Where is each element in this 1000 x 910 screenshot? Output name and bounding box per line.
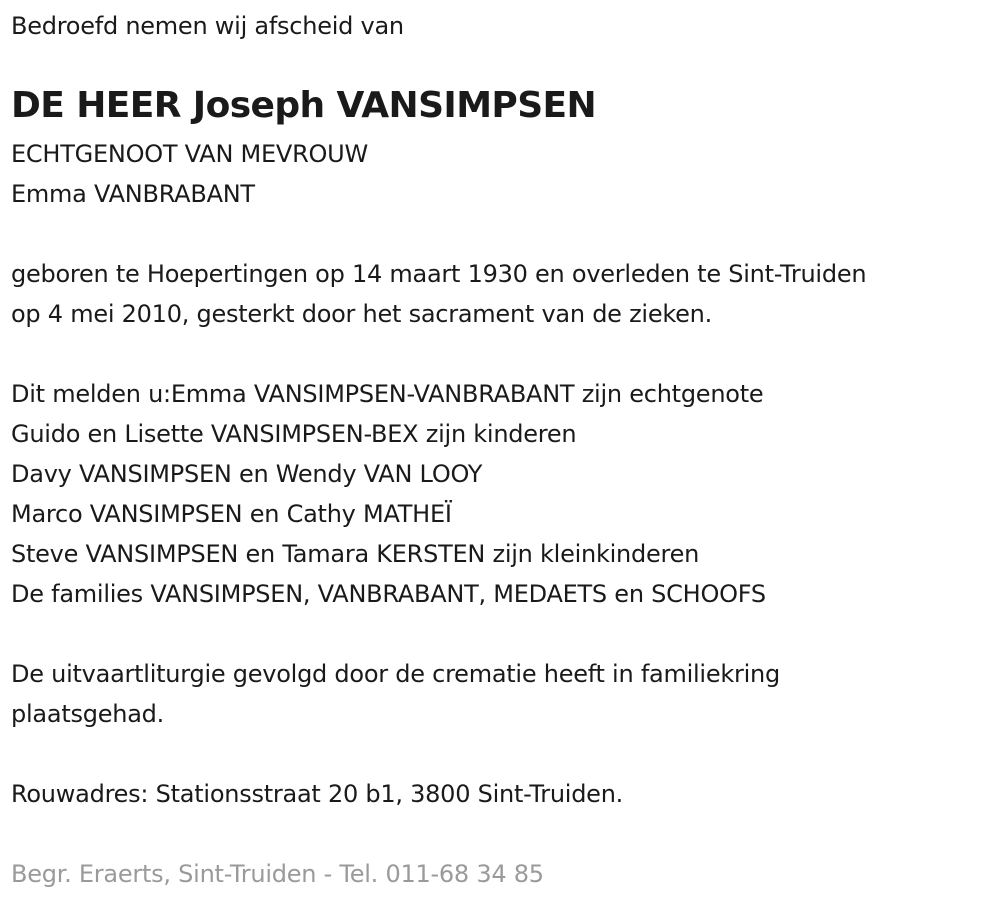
intro-text: Bedroefd nemen wij afscheid van — [11, 12, 404, 40]
family-line: Davy VANSIMPSEN en Wendy VAN LOOY — [11, 460, 483, 488]
address-line: Rouwadres: Stationsstraat 20 b1, 3800 Sint-Truiden. — [11, 780, 624, 808]
funeral-director-footer: Begr. Eraerts, Sint-Truiden - Tel. 011-68 34 85 — [11, 860, 544, 888]
family-line: Guido en Lisette VANSIMPSEN-BEX zijn kinderen — [11, 420, 577, 448]
death-line: op 4 mei 2010, gesterkt door het sacrament van de zieken. — [11, 300, 713, 328]
family-line: Marco VANSIMPSEN en Cathy MATHEÏ — [11, 500, 452, 528]
family-list — [11, 374, 766, 614]
deceased-name: DE HEER Joseph VANSIMPSEN — [11, 85, 597, 126]
ceremony-details — [11, 654, 780, 734]
birth-death-details — [11, 254, 866, 334]
birth-line: geboren te Hoepertingen op 14 maart 1930 en overleden te Sint-Truiden — [11, 260, 867, 288]
family-line: De families VANSIMPSEN, VANBRABANT, MEDAETS en SCHOOFS — [11, 580, 766, 608]
spouse-name: Emma VANBRABANT — [11, 180, 255, 208]
spouse-block — [11, 134, 368, 214]
ceremony-line: De uitvaartliturgie gevolgd door de crematie heeft in familiekring — [11, 660, 780, 688]
family-line: Steve VANSIMPSEN en Tamara KERSTEN zijn kleinkinderen — [11, 540, 700, 568]
spouse-title: ECHTGENOOT VAN MEVROUW — [11, 140, 368, 168]
condolence-address — [11, 774, 623, 814]
ceremony-line: plaatsgehad. — [11, 700, 165, 728]
family-line: Dit melden u:Emma VANSIMPSEN-VANBRABANT zijn echtgenote — [11, 380, 764, 408]
